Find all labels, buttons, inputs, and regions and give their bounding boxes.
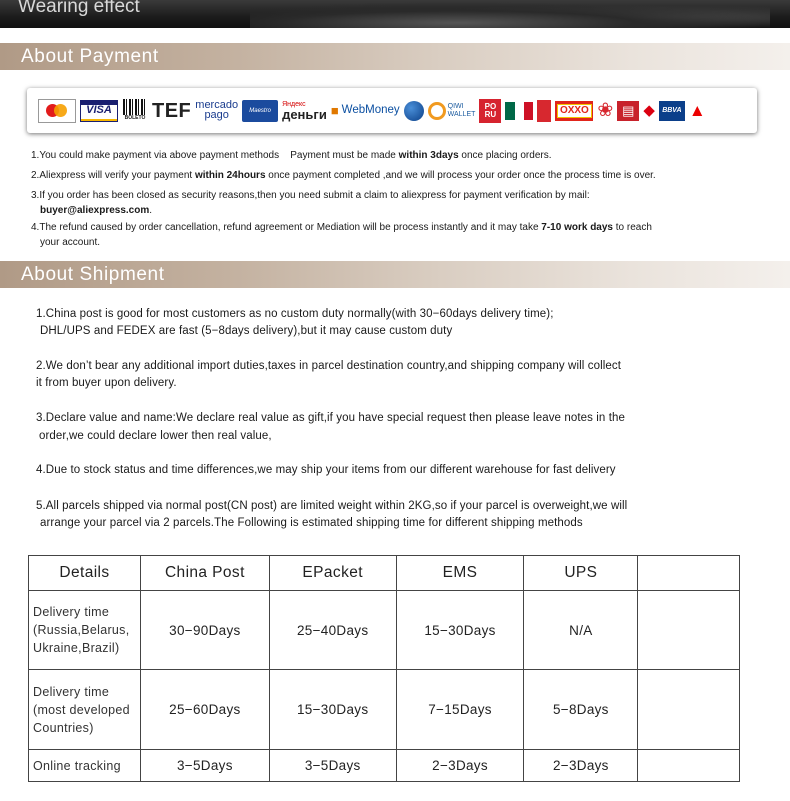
table-cell: 2−3Days [524, 750, 638, 782]
boleto-logo: BOLETO [122, 99, 148, 123]
table-cell [638, 670, 740, 750]
poru-logo: PO RU [479, 99, 501, 123]
payment-note-3: 3.If you order has been closed as security reasons,then you need submit a claim to aliexpress for payment verification by mail: [31, 190, 590, 201]
ship-note-1a: 1.China post is good for most customers as no custom duty normally(with 30−60days delivery time); [36, 308, 554, 320]
table-cell [638, 750, 740, 782]
mexico-flag-icon [505, 102, 533, 120]
table-row [29, 750, 740, 782]
maestro-logo: Maestro [242, 100, 278, 122]
row-label: Online tracking [29, 750, 141, 782]
payment-section-header [0, 43, 790, 70]
table-header [638, 556, 740, 591]
table-cell: 3−5Days [140, 750, 269, 782]
bbva-logo: BBVA [659, 101, 685, 121]
table-cell: 5−8Days [524, 670, 638, 750]
table-cell: 3−5Days [269, 750, 396, 782]
qiwi-wallet-logo: QIWI WALLET [428, 102, 476, 120]
table-cell: 2−3Days [396, 750, 524, 782]
ship-note-1b: DHL/UPS and FEDEX are fast (5−8days delivery),but it may cause custom duty [40, 325, 453, 337]
table-cell: N/A [524, 591, 638, 670]
table-cell: 30−90Days [140, 591, 269, 670]
table-cell [638, 591, 740, 670]
payment-email: buyer@aliexpress.com. [40, 205, 153, 216]
table-cell: 15−30Days [396, 591, 524, 670]
banner-title: Wearing effect [18, 0, 140, 17]
ship-note-4: 4.Due to stock status and time differences,we may ship your items from our different warehouse for fast delivery [36, 464, 616, 476]
ship-note-3a: 3.Declare value and name:We declare real value as gift,if you have special request then please leave notes in the [36, 412, 625, 424]
table-cell: 7−15Days [396, 670, 524, 750]
row-label: Delivery time (most developed Countries) [29, 670, 141, 750]
globe-icon [404, 101, 424, 121]
banner-background-image [250, 2, 770, 28]
ship-note-5b: arrange your parcel via 2 parcels.The Following is estimated shipping time for different shipping methods [40, 517, 583, 529]
payment-methods-strip [27, 88, 757, 133]
table-cell: 25−60Days [140, 670, 269, 750]
table-header: China Post [140, 556, 269, 591]
yandex-money-logo: Яндекс деньги [282, 100, 327, 122]
shipment-section-title: About Shipment [21, 264, 165, 285]
table-header: UPS [524, 556, 638, 591]
ship-note-3b: order,we could declare lower then real value, [39, 430, 272, 442]
payment-section-title: About Payment [21, 46, 159, 67]
bank-building-icon: ▤ [617, 101, 639, 121]
hsbc-icon: ◆ [643, 102, 655, 119]
payment-note-2: 2.Aliexpress will verify your payment within 24hours once payment completed ,and we will process your order once the process time is over. [31, 170, 656, 181]
mastercard-logo [38, 99, 76, 123]
webmoney-logo: ■ WebMoney [330, 103, 400, 118]
webmoney-icon: ■ [330, 103, 339, 118]
table-header-row [29, 556, 740, 591]
payment-note-4-cont: your account. [40, 237, 101, 248]
payment-note-4: 4.The refund caused by order cancellation, refund agreement or Mediation will be process instantly and it may take 7-10 work days to reach [31, 222, 652, 233]
ship-note-5a: 5.All parcels shipped via normal post(CN post) are limited weight within 2KG,so if your parcel is overweight,we will [36, 500, 628, 512]
red-bank-icon [537, 100, 551, 122]
santander-icon: ▲ [688, 101, 706, 120]
table-header: EPacket [269, 556, 396, 591]
ship-note-2b: it from buyer upon delivery. [36, 377, 177, 389]
tef-logo: TEF [152, 99, 192, 122]
shipment-section-header [0, 261, 790, 288]
table-header: EMS [396, 556, 524, 591]
top-banner [0, 0, 790, 28]
visa-logo: VISA [80, 100, 118, 122]
flower-bank-icon: ❀ [597, 100, 614, 121]
ship-note-2a: 2.We don’t bear any additional import duties,taxes in parcel destination country,and shipping company will collect [36, 360, 622, 372]
row-label: Delivery time (Russia,Belarus, Ukraine,Brazil) [29, 591, 141, 670]
table-row [29, 670, 740, 750]
oxxo-logo: OXXO [555, 101, 593, 121]
shipping-time-table [28, 555, 740, 782]
table-header: Details [29, 556, 141, 591]
table-row [29, 591, 740, 670]
table-cell: 25−40Days [269, 591, 396, 670]
table-cell: 15−30Days [269, 670, 396, 750]
payment-note-1: 1.You could make payment via above payment methods Payment must be made within 3days once placing orders. [31, 150, 552, 161]
mercado-pago-logo: mercado pago [195, 99, 239, 121]
